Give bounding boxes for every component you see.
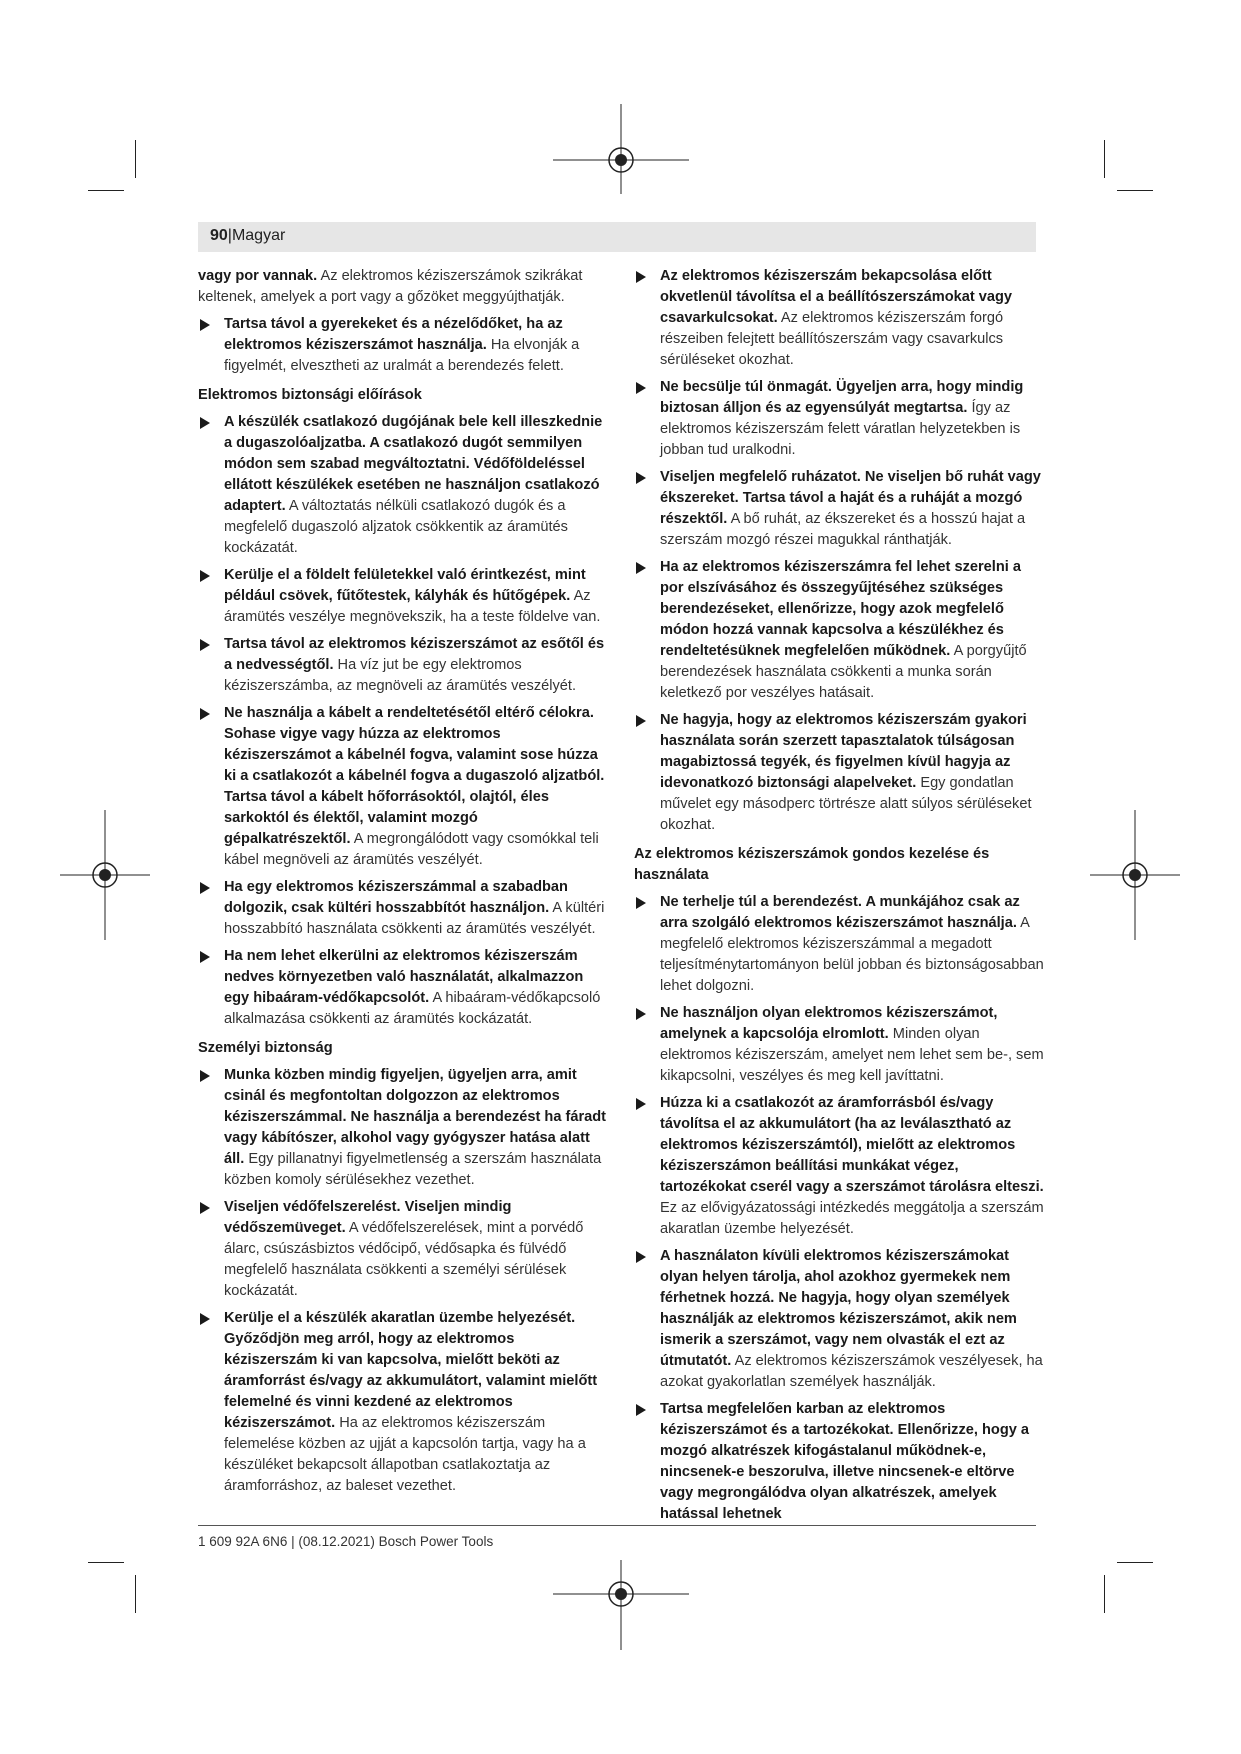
bullet-item (198, 703, 608, 871)
bold-instruction: A használaton kívüli elektromos kéziszerszámokat olyan helyen tárolja, ahol azokhoz gyermekek nem férhetnek hozzá. Ne hagyja, hogy olyan személyek használják az elektromos kéziszerszámot, akik nem ismerik a szerszámot, vagy nem olvasták el ezt az útmutatót. (660, 1248, 1017, 1369)
bold-instruction: Ha nem lehet elkerülni az elektromos kéziszerszám nedves környezetben való használatát, alkalmazzon egy hibaáram-védőkapcsolót. (224, 948, 584, 1006)
explanation-text: A védőfelszerelések, mint a porvédő álarc, csúszásbiztos védőcipő, védősapka és fülvédő megfelelő használata csökkenti a személyi sérülések kockázatát. (224, 1220, 584, 1299)
bold-instruction: A készülék csatlakozó dugójának bele kell illeszkednie a dugaszolóaljzatba. A csatlakozó dugót semmilyen módon sem szabad megváltoztatni. Védőföldeléssel ellátott készülékek esetében ne használjon csatlakozó adaptert. (224, 414, 603, 514)
triangle-bullet-icon (200, 570, 210, 582)
crop-mark-top-left-v (135, 140, 136, 178)
explanation-text: A hibaáram-védőkapcsoló alkalmazása csökkenti az áramütés kockázatát. (224, 990, 601, 1027)
triangle-bullet-icon (200, 1313, 210, 1325)
explanation-text: A megrongálódott vagy csomókkal teli kábel megnöveli az áramütés veszélyét. (224, 831, 599, 868)
bullet-item (198, 634, 608, 697)
bold-instruction: vagy por vannak. (198, 268, 318, 284)
bold-instruction: Viseljen megfelelő ruházatot. Ne viseljen bő ruhát vagy ékszereket. Tartsa távol a haját és a ruháját a mozgó részektől. (660, 469, 1041, 527)
explanation-text: Az elektromos kéziszerszám forgó részeiben felejtett beállítószerszám vagy csavarkulcs sérüléseket okozhat. (660, 310, 1004, 368)
explanation-text: A kültéri hosszabbító használata csökkenti az áramütés veszélyét. (224, 900, 605, 937)
explanation-text: Minden olyan elektromos kéziszerszám, amelyet nem lehet sem be-, sem kikapcsolni, veszélyes és meg kell javíttatni. (660, 1026, 1044, 1084)
paragraph (198, 266, 608, 308)
registration-mark-bottom-icon (553, 1560, 689, 1650)
footer-rule (198, 1525, 1036, 1526)
footer-text: 1 609 92A 6N6 | (08.12.2021) Bosch Power Tools (198, 1534, 494, 1549)
triangle-bullet-icon (636, 472, 646, 484)
triangle-bullet-icon (636, 1251, 646, 1263)
bold-instruction: Tartsa távol az elektromos kéziszerszámot az esőtől és a nedvességtől. (224, 636, 605, 673)
explanation-text: Az áramütés veszélye megnövekszik, ha a teste földelve van. (224, 588, 601, 625)
bold-instruction: Ne használja a kábelt a rendeltetésétől eltérő célokra. Sohase vigye vagy húzza az elektromos kéziszerszámot a kábelnél fogva, valamint sose húzza ki a csatlakozót a kábelnél fogva a dugaszoló aljzatból. Tartsa távol a kábelt hőforrásoktól, olajtól, éles sarkoktól és élektől, valamint mozgó gépalkatrészektől. (224, 705, 605, 847)
right-column (634, 266, 1044, 1531)
section-heading: Elektromos biztonsági előírások (198, 387, 422, 403)
bullet-item (634, 892, 1044, 997)
triangle-bullet-icon (200, 319, 210, 331)
triangle-bullet-icon (200, 951, 210, 963)
bullet-item (198, 877, 608, 940)
triangle-bullet-icon (636, 271, 646, 283)
registration-mark-top-icon (553, 104, 689, 194)
bold-instruction: Kerülje el a földelt felületekkel való érintkezést, mint például csövek, fűtőtestek, kályhák és hűtőgépek. (224, 567, 586, 604)
bold-instruction: Az elektromos kéziszerszám bekapcsolása előtt okvetlenül távolítsa el a beállítószerszámokat vagy csavarkulcsokat. (660, 268, 1013, 326)
bullet-item (634, 1003, 1044, 1087)
bold-instruction: Ha egy elektromos kéziszerszámmal a szabadban dolgozik, csak kültéri hosszabbítót használjon. (224, 879, 568, 916)
left-column (198, 266, 608, 1503)
bold-instruction: Ne hagyja, hogy az elektromos kéziszerszám gyakori használata során szerzett tapasztalatok túlságosan magabiztossá tegyék, és figyelmen kívül hagyja az idevonatkozó biztonsági alapelveket. (660, 712, 1027, 791)
bold-instruction: Ne terhelje túl a berendezést. A munkájához csak az arra szolgáló elektromos kéziszerszámot használja. (660, 894, 1020, 931)
triangle-bullet-icon (636, 1098, 646, 1110)
explanation-text: Az elektromos kéziszerszámok szikrákat keltenek, amelyek a port vagy a gőzöket meggyújthatják. (198, 268, 583, 305)
triangle-bullet-icon (200, 639, 210, 651)
bold-instruction: Kerülje el a készülék akaratlan üzembe helyezését. Győződjön meg arról, hogy az elektromos kéziszerszám ki van kapcsolva, mielőtt beköti az áramforrást és/vagy az akkumulátort, valamint mielőtt felemelné és vinni kezdené az elektromos kéziszerszámot. (224, 1310, 598, 1431)
triangle-bullet-icon (200, 1202, 210, 1214)
bullet-item (198, 412, 608, 559)
page-header (210, 227, 285, 245)
bold-instruction: Ne becsülje túl önmagát. Ügyeljen arra, hogy mindig biztosan álljon és az egyensúlyát megtartsa. (660, 379, 1024, 416)
bullet-item (634, 1093, 1044, 1240)
triangle-bullet-icon (636, 562, 646, 574)
section-heading: Személyi biztonság (198, 1040, 333, 1056)
explanation-text: Ha elvonják a figyelmét, elvesztheti az uralmát a berendezés felett. (224, 337, 580, 374)
registration-mark-left-icon (60, 810, 150, 940)
header-language: Magyar (231, 227, 286, 244)
bullet-item (198, 1197, 608, 1302)
header-bar (198, 222, 1036, 252)
bullet-item (198, 314, 608, 377)
triangle-bullet-icon (636, 382, 646, 394)
crop-mark-top-right-h (1117, 190, 1153, 191)
triangle-bullet-icon (636, 897, 646, 909)
bold-instruction: Tartsa távol a gyerekeket és a nézelődőket, ha az elektromos kéziszerszámot használja. (224, 316, 563, 353)
bold-instruction: Munka közben mindig figyeljen, ügyeljen arra, amit csinál és megfontoltan dolgozzon az elektromos kéziszerszámmal. Ne használja a berendezést ha fáradt vagy kábítószer, alkohol vagy gyógyszer hatása alatt áll. (224, 1067, 607, 1167)
triangle-bullet-icon (636, 1008, 646, 1020)
explanation-text: A változtatás nélküli csatlakozó dugók és a megfelelő dugaszoló aljzatok csökkentik az áramütés kockázatát. (224, 498, 568, 556)
bullet-item (634, 377, 1044, 461)
crop-mark-bottom-right-h (1117, 1562, 1153, 1563)
crop-mark-top-right-v (1104, 140, 1105, 178)
bullet-item (198, 946, 608, 1030)
header-separator: | (227, 227, 232, 244)
section-heading: Az elektromos kéziszerszámok gondos kezelése és használata (634, 846, 990, 883)
bold-instruction: Ha az elektromos kéziszerszámra fel lehet szerelni a por elszívásához és összegyűjtéséhez szükséges berendezéseket, ellenőrizze, hogy azok megfelelő módon hozzá vannak kapcsolva a készülékhez és rendeltetésüknek megfelelően működnek. (660, 559, 1021, 659)
triangle-bullet-icon (200, 417, 210, 429)
explanation-text: A bő ruhát, az ékszereket és a hosszú hajat a szerszám mozgó részei magukkal ránthatják. (660, 511, 1026, 548)
registration-mark-right-icon (1090, 810, 1180, 940)
triangle-bullet-icon (636, 715, 646, 727)
explanation-text: Ez az elővigyázatossági intézkedés meggátolja a szerszám akaratlan üzembe helyezését. (660, 1200, 1044, 1237)
explanation-text: Ha víz jut be egy elektromos kéziszerszámba, az megnöveli az áramütés veszélyét. (224, 657, 577, 694)
triangle-bullet-icon (200, 1070, 210, 1082)
bold-instruction: Viseljen védőfelszerelést. Viseljen mindig védőszemüveget. (224, 1199, 512, 1236)
bold-instruction: Ne használjon olyan elektromos kéziszerszámot, amelynek a kapcsolója elromlott. (660, 1005, 998, 1042)
bullet-item (198, 1065, 608, 1191)
crop-mark-bottom-left-v (135, 1575, 136, 1613)
triangle-bullet-icon (636, 1404, 646, 1416)
bullet-item (634, 1399, 1044, 1525)
explanation-text: A porgyűjtő berendezések használata csökkenti a munka során keletkező por veszélyes hatásait. (660, 643, 1027, 701)
bullet-item (634, 266, 1044, 371)
crop-mark-bottom-left-h (88, 1562, 124, 1563)
bullet-item (198, 1308, 608, 1497)
bold-instruction: Tartsa megfelelően karban az elektromos kéziszerszámot és a tartozékokat. Ellenőrizze, hogy a mozgó alkatrészek kifogástalanul működnek-e, nincsenek-e beszorulva, illetve nincsenek-e eltörve vagy megrongálódva olyan alkatrészek, amelyek hatással lehetnek (660, 1401, 1030, 1522)
explanation-text: Egy gondatlan művelet egy másodperc törtrésze alatt súlyos sérüléseket okozhat. (660, 775, 1032, 833)
explanation-text: Az elektromos kéziszerszámok veszélyesek, ha azokat gyakorlatlan személyek használják. (660, 1353, 1043, 1390)
bullet-item (634, 1246, 1044, 1393)
crop-mark-bottom-right-v (1104, 1575, 1105, 1613)
bullet-item (634, 467, 1044, 551)
bullet-item (634, 557, 1044, 704)
bullet-item (634, 710, 1044, 836)
explanation-text: Így az elektromos kéziszerszám felett váratlan helyzetekben is jobban tud uralkodni. (660, 400, 1021, 458)
explanation-text: A megfelelő elektromos kéziszerszámmal a megadott teljesítménytartományon belül jobban és biztonságosabban lehet dolgozni. (660, 915, 1044, 994)
crop-mark-top-left-h (88, 190, 124, 191)
explanation-text: Egy pillanatnyi figyelmetlenség a szerszám használata közben komoly sérülésekhez vezethet. (224, 1151, 602, 1188)
triangle-bullet-icon (200, 882, 210, 894)
triangle-bullet-icon (200, 708, 210, 720)
explanation-text: Ha az elektromos kéziszerszám felemelése közben az ujját a kapcsolón tartja, vagy ha a készüléket bekapcsolt állapotban csatlakoztatja az áramforráshoz, az baleset vezethet. (224, 1415, 586, 1494)
bullet-item (198, 565, 608, 628)
bold-instruction: Húzza ki a csatlakozót az áramforrásból és/vagy távolítsa el az akkumulátort (ha az leválasztható az elektromos kéziszerszámtól), mielőtt az elektromos kéziszerszámon beállítási munkákat végez, tartozékokat cserél vagy a szerszámot tárolásra elteszi. (660, 1095, 1044, 1195)
page-number: 90 (210, 227, 228, 244)
